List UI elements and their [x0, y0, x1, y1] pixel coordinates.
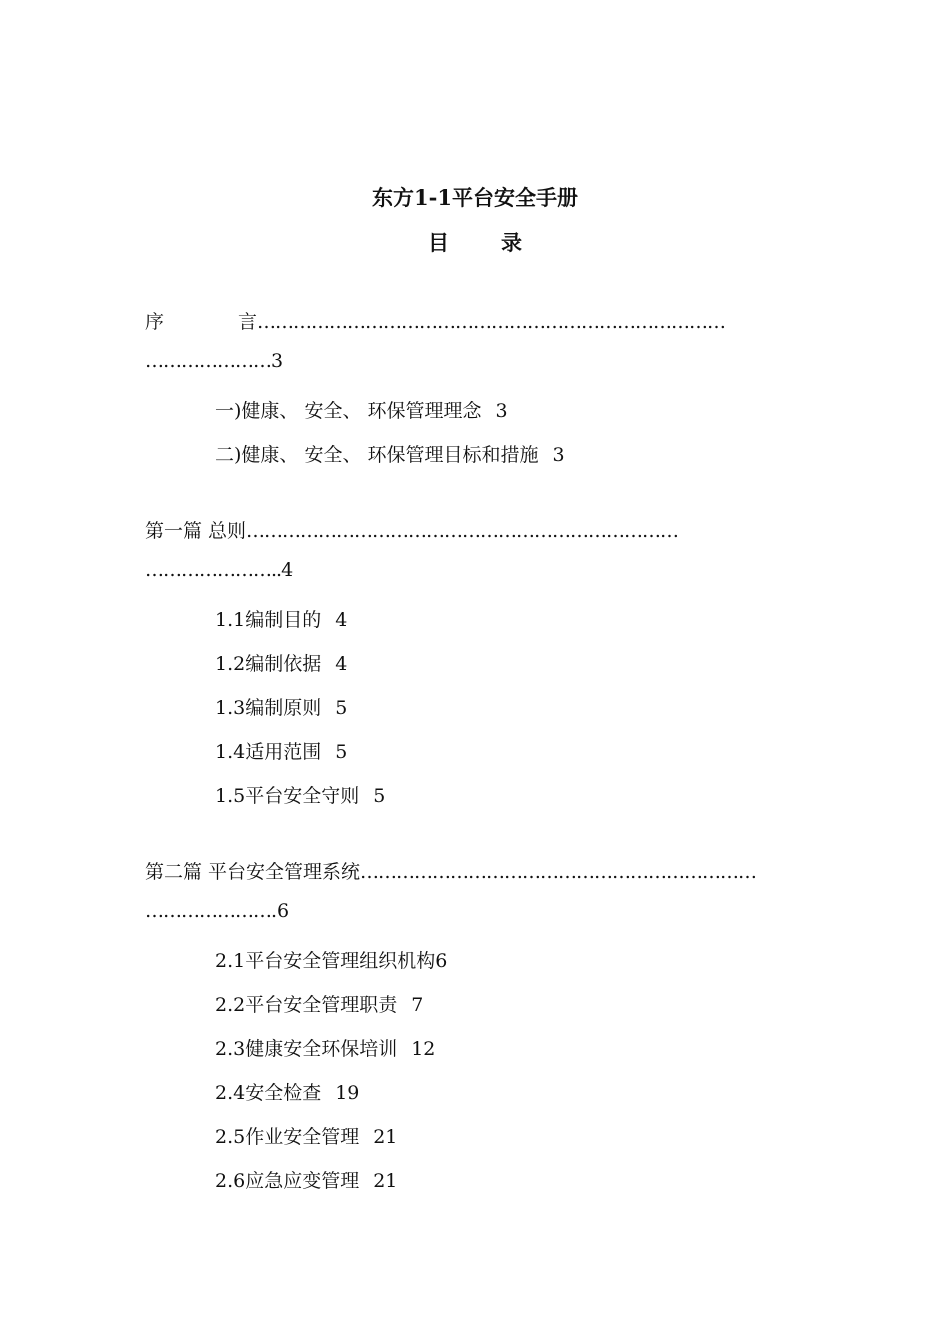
toc-item[interactable] [215, 1123, 397, 1151]
toc-item-label: 1.4适用范围 [215, 741, 322, 763]
toc-page-number: 7 [411, 994, 424, 1016]
toc-item[interactable] [215, 650, 347, 678]
toc-leader: ……………………………………………………………… [246, 520, 679, 542]
toc-entry-part2-continuation [145, 897, 289, 925]
toc-leader: ………………………………………………………… [360, 861, 757, 883]
document-title: 东方1-1平台安全手册 [372, 185, 578, 210]
toc-item[interactable] [215, 1079, 359, 1107]
toc-item-label: 2.1平台安全管理组织机构 [215, 950, 436, 972]
toc-page-number: 12 [411, 1038, 436, 1060]
toc-leader: ………………… [145, 900, 271, 922]
toc-leader: …………………………………………………………………… [257, 311, 726, 333]
toc-item-label: 1.3编制原则 [215, 697, 322, 719]
toc-preface-label-a: 序 [145, 311, 165, 333]
toc-page-number: 21 [373, 1126, 398, 1148]
toc-item-label: 二)健康、 安全、 环保管理目标和措施 [215, 444, 539, 466]
toc-entry-preface-continuation [145, 347, 283, 375]
toc-entry-part1-continuation [145, 556, 293, 584]
toc-item-label: 2.3健康安全环保培训 [215, 1038, 398, 1060]
toc-preface-label-b: 言 [238, 311, 258, 333]
toc-page-number: 4 [335, 609, 348, 631]
toc-item-label: 1.5平台安全守则 [215, 785, 360, 807]
toc-page-number: 4 [281, 559, 294, 581]
toc-item[interactable] [215, 738, 347, 766]
toc-page-number: 4 [335, 653, 348, 675]
toc-item-label: 1.1编制目的 [215, 609, 322, 631]
contents-heading-left: 目 [428, 230, 449, 255]
toc-item[interactable] [215, 397, 508, 425]
toc-page-number: .6 [271, 900, 290, 922]
toc-item[interactable] [215, 606, 347, 634]
toc-item[interactable] [215, 694, 347, 722]
toc-leader: ………………… [145, 350, 271, 372]
toc-entry-part1[interactable] [145, 517, 805, 545]
toc-item[interactable] [215, 1167, 397, 1195]
toc-part-label: 第二篇 平台安全管理系统 [145, 861, 361, 883]
toc-leader: ………………….. [145, 559, 282, 581]
toc-page-number: 3 [552, 444, 565, 466]
toc-entry-preface[interactable] [145, 308, 805, 336]
toc-item-label: 一)健康、 安全、 环保管理理念 [215, 400, 482, 422]
toc-page-number: 5 [335, 741, 348, 763]
toc-page-number: 21 [373, 1170, 398, 1192]
toc-page-number: 3 [271, 350, 284, 372]
toc-item-label: 2.6应急应变管理 [215, 1170, 360, 1192]
contents-heading [0, 229, 950, 257]
toc-item[interactable] [215, 782, 385, 810]
toc-item-label: 2.2平台安全管理职责 [215, 994, 398, 1016]
toc-page-number: 5 [373, 785, 386, 807]
contents-heading-right: 录 [501, 230, 522, 255]
toc-item-label: 2.4安全检查 [215, 1082, 322, 1104]
toc-item[interactable] [215, 991, 423, 1019]
toc-entry-part2[interactable] [145, 858, 805, 886]
toc-part-label: 第一篇 总则 [145, 520, 247, 542]
toc-item[interactable] [215, 441, 565, 469]
toc-item-label: 1.2编制依据 [215, 653, 322, 675]
toc-item[interactable] [215, 947, 447, 975]
toc-page-number: 3 [495, 400, 508, 422]
toc-page-number: 5 [335, 697, 348, 719]
toc-item[interactable] [215, 1035, 435, 1063]
toc-page-number: 19 [335, 1082, 360, 1104]
toc-page-number: 6 [435, 950, 448, 972]
toc-item-label: 2.5作业安全管理 [215, 1126, 360, 1148]
